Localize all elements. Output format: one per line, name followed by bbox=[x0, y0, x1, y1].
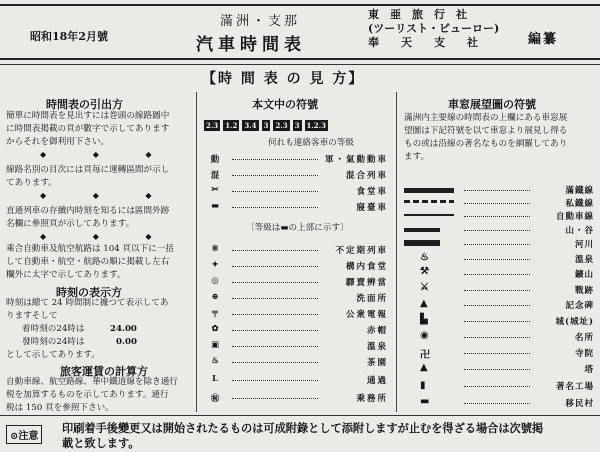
symbol-label: 軍・氣動動車 bbox=[324, 155, 388, 165]
fare-heading: 旅客運賃の計算方 bbox=[60, 365, 148, 378]
view-row bbox=[404, 380, 594, 393]
time-line: りますそして bbox=[6, 311, 58, 321]
sleeper-bar-icon: ▬ bbox=[210, 201, 220, 211]
view-label: 城(城址) bbox=[555, 317, 594, 327]
index-line: 簡單に時間表を見出すには巻頭の線路圖中 bbox=[6, 111, 170, 121]
telegraph-icon: 〒 bbox=[210, 310, 220, 320]
view-row bbox=[404, 331, 594, 344]
class-badge: 3 bbox=[294, 121, 300, 130]
fare-line: 税は 150 頁を參照下さい。 bbox=[6, 403, 114, 413]
scenic-icon: ◉ bbox=[420, 330, 429, 341]
class-badge: 1.2.3 bbox=[306, 121, 326, 130]
notice-line: 印刷着手後變更又は開始されたるものは可成附錄として添附しますが止むを得ざる場合は次號掲 bbox=[62, 421, 544, 435]
scissors-icon: ✂ bbox=[211, 185, 219, 195]
view-label: 溫泉 bbox=[574, 255, 594, 265]
view-row bbox=[404, 397, 594, 410]
region-label: 滿洲・支那 bbox=[220, 14, 301, 29]
symbol-row bbox=[202, 244, 388, 257]
notice-line: 載と致します。 bbox=[62, 436, 140, 450]
view-row bbox=[404, 315, 594, 328]
crew-office-icon: ㊗ bbox=[210, 394, 220, 404]
view-row bbox=[404, 253, 594, 266]
symbol-row bbox=[202, 374, 388, 387]
class-note: 何れも連絡客車の等級 bbox=[268, 138, 354, 148]
view-label: 戰跡 bbox=[574, 286, 594, 296]
symbol-label: 混合列車 bbox=[345, 171, 388, 181]
arrival-24-value: 24.00 bbox=[110, 324, 137, 334]
symbol-row bbox=[202, 308, 388, 321]
class-badge: 3 bbox=[263, 121, 269, 130]
asterisk-icon: ※ bbox=[211, 244, 219, 254]
symbol-row bbox=[202, 324, 388, 337]
view-row bbox=[404, 184, 594, 197]
symbol-row bbox=[202, 169, 388, 182]
view-row bbox=[404, 363, 594, 376]
view-label: 寺院 bbox=[574, 349, 594, 359]
time-heading: 時刻の表示方 bbox=[56, 286, 122, 299]
symbol-label: 茶園 bbox=[366, 358, 388, 368]
symbol-label: 食堂車 bbox=[356, 187, 388, 197]
time-line: 時刻は總て 24 時間制に據つて表示してあ bbox=[6, 298, 169, 308]
village-icon: ▬ bbox=[420, 396, 430, 407]
view-intro-line: もの或は沿線の著名なものを網羅してあり bbox=[404, 139, 568, 149]
view-label: 滿鐵線 bbox=[565, 186, 594, 196]
view-row bbox=[404, 210, 594, 223]
symbol-label: 赤帽 bbox=[366, 326, 388, 336]
pagoda-icon: ▲ bbox=[420, 362, 428, 373]
view-label: 記念碑 bbox=[565, 301, 594, 311]
view-row bbox=[404, 238, 594, 251]
tea-icon: ♨ bbox=[211, 356, 219, 366]
index-line: 名欄に參照頁が示してあります。 bbox=[6, 219, 135, 229]
temple-icon: 卍 bbox=[420, 350, 430, 361]
fare-line: 自動車線、航空路線、華中鐵道線を除き通行 bbox=[6, 377, 178, 387]
class-badge: 2.3 bbox=[275, 121, 288, 130]
symbol-row bbox=[202, 153, 388, 166]
column-divider-right bbox=[396, 92, 397, 412]
diamond-separator: ◆ ◆ ◆ bbox=[40, 150, 174, 159]
mine-icon: ⚒ bbox=[420, 266, 429, 277]
view-label: 塔 bbox=[584, 365, 594, 375]
bento-icon: ◎ bbox=[211, 276, 219, 286]
hot-spring-icon: ♨ bbox=[420, 252, 429, 263]
publisher bbox=[368, 8, 499, 50]
symbol-label: 通過 bbox=[366, 376, 388, 386]
index-line: に時間表掲載の頁が數字で示してあります bbox=[6, 124, 170, 134]
sleeper-note: 〔等級は▬の上部に示す〕 bbox=[246, 223, 349, 233]
notice-tag: ⊙注意 bbox=[6, 425, 42, 444]
publisher-name: 東 亜 旅 行 社 bbox=[368, 8, 467, 21]
time-line: 發時刻の24時は bbox=[22, 337, 85, 347]
departure-24-value: 0.00 bbox=[116, 337, 137, 347]
symbol-label: 溫泉 bbox=[366, 342, 388, 352]
index-line: 乘合自動車及航空航路は 104 頁以下に一括 bbox=[6, 244, 174, 254]
diamond-separator: ◆ ◆ ◆ bbox=[40, 191, 174, 200]
view-intro-line: 望圖は下記符號を以て車窓より展見し得る bbox=[404, 126, 568, 136]
issue-date: 昭和18年2月號 bbox=[30, 30, 108, 43]
factory-icon: ▮ bbox=[420, 380, 426, 391]
symbol-label: 構内食堂 bbox=[345, 262, 388, 272]
castle-icon: ▙ bbox=[420, 314, 428, 325]
view-label: 私鐵線 bbox=[565, 199, 594, 209]
view-label: 鑛山 bbox=[574, 270, 594, 280]
class-badge: 3.4 bbox=[244, 121, 257, 130]
monument-icon: ▲ bbox=[420, 298, 428, 309]
symbol-label: 寢臺車 bbox=[356, 203, 388, 213]
porter-icon: ✿ bbox=[211, 324, 219, 334]
symbol-label: 乘務所 bbox=[356, 394, 388, 404]
symbol-row bbox=[202, 185, 388, 198]
symbol-row bbox=[202, 260, 388, 273]
symbol-row bbox=[202, 340, 388, 353]
view-label: 山・谷 bbox=[565, 226, 594, 236]
diamond-separator: ◆ ◆ ◆ bbox=[40, 232, 174, 241]
view-intro-line: ます。 bbox=[404, 152, 430, 162]
index-line: てあります。 bbox=[6, 178, 57, 188]
view-row bbox=[404, 347, 594, 360]
publisher-role: 編纂 bbox=[528, 32, 559, 47]
view-label: 名所 bbox=[574, 333, 594, 343]
hot-spring-icon: ▣ bbox=[210, 340, 220, 350]
pass-through-icon: L bbox=[212, 374, 218, 384]
symbol-label: 公衆電報 bbox=[345, 310, 388, 320]
symbol-glyph: 混 bbox=[210, 171, 220, 181]
index-line: 直通列車の存續内時刻を知るには區間外跡 bbox=[6, 206, 170, 216]
index-line: 線路名別の目次には頁毎に運轉區間が示し bbox=[6, 165, 170, 175]
index-heading: 時間表の引出方 bbox=[46, 98, 123, 111]
view-row bbox=[404, 224, 594, 237]
publisher-branch: 奉 天 支 社 bbox=[368, 36, 478, 49]
class-badge: 1.2 bbox=[225, 121, 238, 130]
restaurant-icon: ✦ bbox=[211, 260, 219, 270]
symbols-heading: 本文中の符號 bbox=[252, 98, 318, 111]
view-label: 著名工場 bbox=[555, 382, 594, 392]
view-row bbox=[404, 299, 594, 312]
class-badges bbox=[204, 120, 328, 131]
time-line: 着時刻の24時は bbox=[22, 324, 85, 334]
symbol-label: 洗面所 bbox=[356, 294, 388, 304]
view-row bbox=[404, 284, 594, 297]
symbol-label: 驛賣辨當 bbox=[345, 278, 388, 288]
symbol-glyph: 動 bbox=[210, 155, 220, 165]
view-row bbox=[404, 268, 594, 281]
publisher-subname: (ツーリスト・ビューロー) bbox=[368, 22, 500, 35]
battlefield-icon: ⚔ bbox=[420, 282, 429, 293]
section-title: 【時 間 表 の 見 方】 bbox=[202, 71, 365, 87]
column-divider-left bbox=[196, 92, 197, 412]
symbol-row bbox=[202, 201, 388, 214]
view-symbols-heading: 車窓展望圖の符號 bbox=[448, 98, 536, 111]
symbol-label: 不定期列車 bbox=[335, 246, 388, 256]
index-line: 欄外に太字で示してあります。 bbox=[6, 270, 126, 280]
view-label: 移民村 bbox=[565, 399, 594, 409]
index-line: して自動車・航空・航路の順に掲載し左右 bbox=[6, 257, 170, 267]
symbol-row bbox=[202, 276, 388, 289]
fare-line: 税を加算するものを示してあります。通行 bbox=[6, 390, 169, 400]
view-row bbox=[404, 197, 594, 210]
class-badge: 2.3 bbox=[206, 121, 219, 130]
washroom-icon: ⊕ bbox=[211, 292, 219, 302]
footer-notice bbox=[0, 418, 600, 452]
time-line: として示してあります。 bbox=[6, 350, 100, 360]
symbol-row bbox=[202, 356, 388, 369]
index-line: からそれを御利用下さい。 bbox=[6, 137, 110, 147]
symbol-row bbox=[202, 392, 388, 405]
view-intro-line: 滿洲内主要線の時間表の上欄にある車窓展 bbox=[404, 113, 568, 123]
page-title: 汽車時間表 bbox=[196, 35, 306, 55]
symbol-row bbox=[202, 292, 388, 305]
view-label: 自動車線 bbox=[555, 212, 594, 222]
view-label: 河川 bbox=[574, 240, 594, 250]
